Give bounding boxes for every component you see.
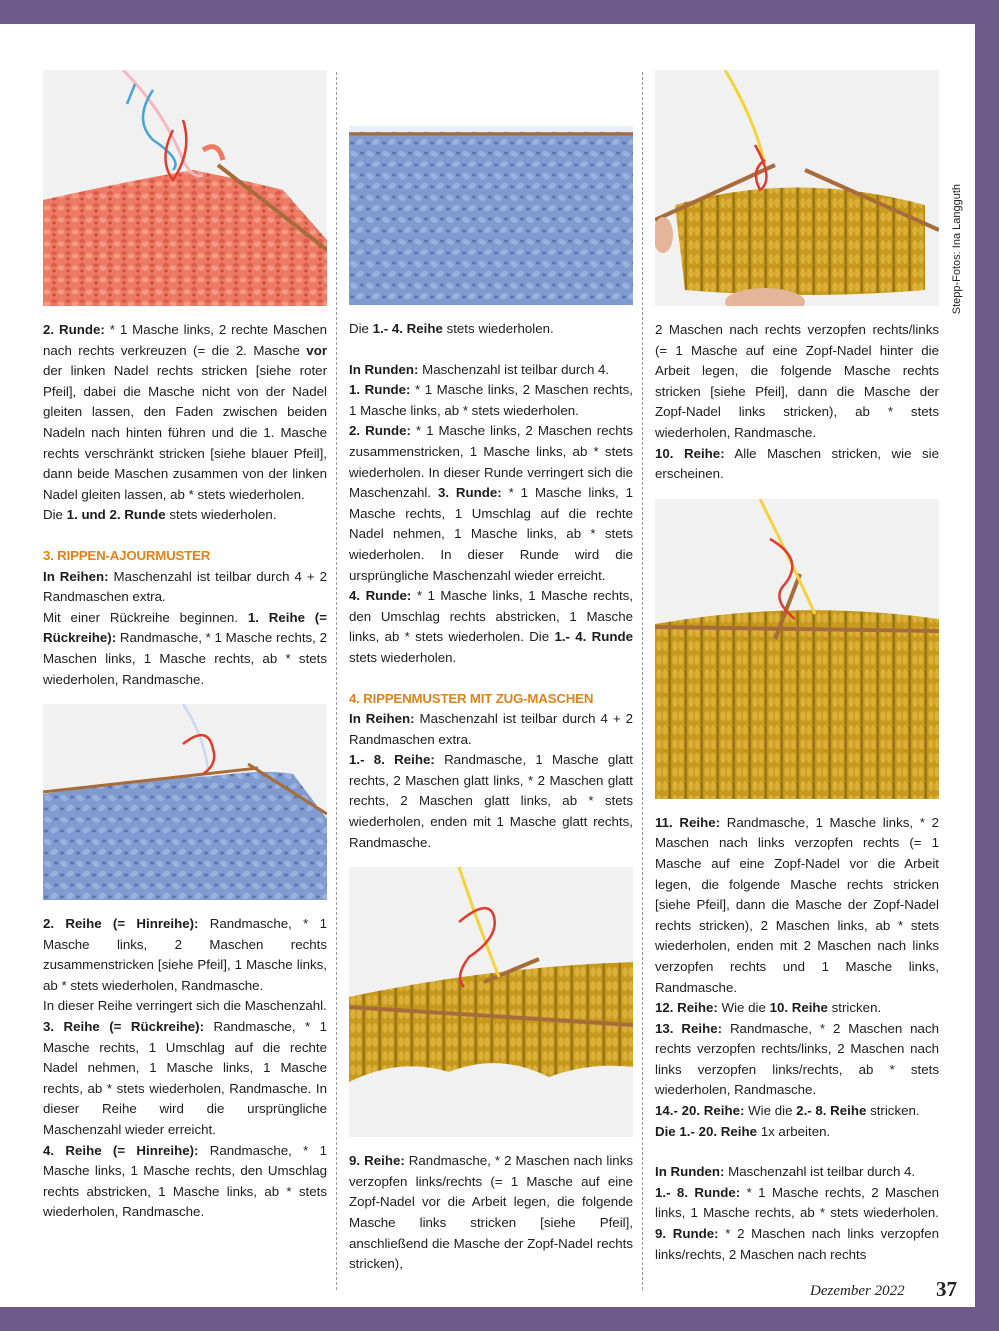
paragraph xyxy=(43,1017,327,1141)
column-2 xyxy=(349,70,633,1275)
text-run: 3. Runde: xyxy=(437,485,502,501)
text-run: Maschenzahl ist teilbar durch 4 + 2 Randmaschen extra. xyxy=(349,711,633,747)
text-run: 13. Reihe: xyxy=(655,1020,723,1036)
paragraph xyxy=(43,320,327,505)
paragraph xyxy=(655,813,939,998)
paragraph: In dieser Reihe verringert sich die Maschenzahl. xyxy=(43,998,327,1014)
text-run: Randmasche, * 1 Masche links, 2 Maschen rechts zusammenstricken [siehe Pfeil], 1 Masche links, ab * stets wiederholen, Randmasche. xyxy=(43,916,327,993)
text-run: 9. Runde: xyxy=(655,1226,719,1242)
paragraph xyxy=(655,1122,939,1143)
text-run: Die 1.- 20. Reihe xyxy=(655,1123,757,1139)
text-run: * 1 Masche links, 2 Maschen rechts zusammenstricken, 1 Masche links, ab * stets wiederholen. In dieser Runde verringert sich die Maschenzahl. xyxy=(349,423,634,501)
text-run: vor xyxy=(306,342,327,358)
text-run: 1.- 8. Reihe: xyxy=(349,752,435,768)
text-run: 1.- 4. Reihe xyxy=(372,321,443,336)
text-run: * 2 Maschen nach links verzopfen links/rechts, 2 Maschen nach rechts xyxy=(655,1226,939,1262)
text-run: Randmasche, * 1 Masche rechts, 2 Maschen links, 1 Masche rechts, ab * stets wiederholen, Randmasche. xyxy=(43,630,327,687)
text-run: Die xyxy=(349,321,373,336)
magazine-page xyxy=(0,24,975,1307)
section-heading-4: 4. RIPPENMUSTER MIT ZUG-MASCHEN xyxy=(349,690,594,706)
text-run: 10. Reihe: xyxy=(655,445,725,461)
text-run: Wie die xyxy=(744,1103,797,1119)
column-3 xyxy=(655,70,939,1265)
text-run: Randmasche, * 2 Maschen nach rechts verzopfen rechts/links, 2 Maschen nach links verzopfen links/rechts, ab * stets wiederholen, Randmasche. xyxy=(655,1020,939,1098)
paragraph xyxy=(655,1183,939,1265)
text-run: 4. Runde: xyxy=(349,588,412,604)
text-run: 1x arbeiten. xyxy=(757,1123,831,1139)
paragraph xyxy=(43,1141,327,1223)
photo-mustard-knitting-2 xyxy=(655,70,939,306)
photo-coral-knitting xyxy=(43,70,327,306)
text-run: 9. Reihe: xyxy=(349,1153,405,1169)
paragraph xyxy=(655,1019,939,1101)
text-run: 2. Runde: xyxy=(43,322,105,337)
paragraph xyxy=(349,709,633,750)
text-run: 14.- 20. Reihe: xyxy=(655,1103,745,1119)
text-run: Maschenzahl ist teilbar durch 4. xyxy=(418,361,610,377)
text-run: Die xyxy=(43,507,67,523)
text-run: Randmasche, 1 Masche glatt rechts, 2 Maschen glatt links, * 2 Maschen glatt rechts, 2 Maschen glatt links, ab * stets wiederholen, enden mit 1 Masche glatt rechts, Randmasche. xyxy=(349,752,634,850)
photo-credit: Stepp-Fotos: Ina Langguth xyxy=(951,184,963,315)
text-run: * 1 Masche rechts, 2 Maschen links, 1 Masche rechts, ab * stets wiederholen. xyxy=(655,1184,939,1221)
text-run: Randmasche, 1 Masche links, * 2 Maschen nach links verzopfen rechts (= 1 Masche auf eine Zopf-Nadel vor die Arbeit legen, die folgende Masche rechts stricken [siehe Pfeil], dann die Masche der Zopf-Nadel rechts stricken), 2 Maschen links, ab * stets wiederholen, enden mit 2 Maschen nach links verzopfen rechts und 1 Masche links, Randmasche. xyxy=(655,814,939,995)
paragraph xyxy=(655,1162,939,1183)
text-run: * 1 Masche links, 2 Maschen rechts, 1 Masche links, ab * stets wiederholen. xyxy=(349,382,633,418)
text-run: stricken. xyxy=(827,1000,882,1016)
text-run: 1.- 4. Runde xyxy=(554,629,633,645)
text-run: 1. Runde: xyxy=(349,382,411,398)
paragraph xyxy=(655,1101,939,1122)
text-run: 2. Reihe (= Hinreihe): xyxy=(43,916,199,932)
page-number: 37 xyxy=(936,1277,957,1301)
column-1 xyxy=(43,70,327,1223)
paragraph: 2 Maschen nach rechts verzopfen rechts/links (= 1 Masche auf eine Zopf-Nadel hinter die Arbeit legen, die folgende Masche rechts stricken [siehe Pfeil], dann die Masche der Zopf-Nadel links stricken), ab * stets wiederholen, Randmasche. xyxy=(655,322,939,440)
paragraph xyxy=(349,750,633,853)
text-run: Alle Maschen stricken, wie sie erscheinen. xyxy=(655,445,939,482)
text-run: In Reihen: xyxy=(349,711,415,727)
text-run: * 1 Masche links, 2 rechte Maschen nach rechts verkreuzen (= die 2. Masche xyxy=(43,322,327,358)
text-run: der linken Nadel rechts stricken [siehe roter Pfeil], dabei die Masche nicht von der Nadel gleiten lassen, den Faden zwischen beiden Nadeln nach hinten führen und die 1. Masche rechts verschränkt stricken [siehe blauer Pfeil], dann beide Maschen zusammen von der linken Nadel gleiten lassen, ab * stets wiederholen. xyxy=(43,363,327,502)
text-run: stricken. xyxy=(866,1103,920,1119)
text-run: * 1 Masche links, 1 Masche rechts, den Umschlag rechts abstricken, 1 Masche links, ab * stets wiederholen. Die xyxy=(349,588,634,645)
text-run: stets wiederholen. xyxy=(442,321,554,336)
paragraph xyxy=(43,567,327,608)
photo-mustard-knitting-1 xyxy=(349,867,633,1137)
text-run: In Runden: xyxy=(349,361,419,377)
text-run: Maschenzahl ist teilbar durch 4 + 2 Randmaschen extra. xyxy=(43,568,327,605)
column-divider xyxy=(642,72,643,1290)
photo-blue-knitting-1 xyxy=(43,704,327,900)
column-divider xyxy=(336,72,337,1290)
paragraph xyxy=(349,1151,633,1275)
text-run: stets wiederholen. xyxy=(349,649,457,665)
paragraph xyxy=(349,586,633,668)
text-run: Wie die xyxy=(717,1000,770,1016)
paragraph xyxy=(349,360,633,381)
text-run: 11. Reihe: xyxy=(655,814,721,830)
text-run: In Runden: xyxy=(655,1164,725,1180)
text-run: 1. und 2. Runde xyxy=(66,507,166,523)
paragraph xyxy=(349,421,633,586)
text-run: 3. Reihe (= Rückreihe): xyxy=(43,1019,205,1035)
text-run: 4. Reihe (= Hinreihe): xyxy=(43,1142,199,1158)
text-run: Maschenzahl ist teilbar durch 4. xyxy=(724,1164,916,1180)
text-run: 10. Reihe xyxy=(769,1000,828,1016)
paragraph xyxy=(655,444,939,485)
text-run: Randmasche, * 2 Maschen nach links verzopfen links/rechts (= 1 Masche auf eine Zopf-Nadel vor die Arbeit legen, die folgende Masche links stricken [siehe Pfeil], anschließend die Masche der Zopf-Nadel rechts stricken), xyxy=(349,1153,633,1272)
paragraph xyxy=(43,505,327,526)
text-run: Randmasche, * 1 Masche rechts, 1 Umschlag auf die rechte Nadel nehmen, 1 Masche links, 1 Masche rechts, ab * stets wiederholen, Randmasche. In dieser Reihe wird die ursprüngliche Maschenzahl wieder erreicht. xyxy=(43,1019,327,1138)
photo-blue-knitting-2 xyxy=(349,126,633,305)
paragraph xyxy=(349,319,633,340)
text-run: Mit einer Rückreihe beginnen. xyxy=(43,609,248,625)
text-run: 1.- 8. Runde: xyxy=(655,1184,741,1200)
text-run: Randmasche, * 1 Masche links, 1 Masche rechts, den Umschlag rechts abstricken, 1 Masche links, ab * stets wiederholen, Randmasche. xyxy=(43,1142,327,1220)
text-run: stets wiederholen. xyxy=(165,507,277,523)
text-run: In Reihen: xyxy=(43,568,109,584)
text-run: 2. Runde: xyxy=(349,423,411,439)
text-run: 12. Reihe: xyxy=(655,1000,718,1016)
photo-mustard-knitting-3 xyxy=(655,499,939,799)
section-heading-3: 3. RIPPEN-AJOURMUSTER xyxy=(43,547,211,563)
paragraph xyxy=(43,914,327,996)
paragraph xyxy=(349,380,633,421)
text-run: 1. Reihe (= Rückreihe): xyxy=(43,609,327,646)
text-run: * 1 Masche links, 1 Masche rechts, 1 Umschlag auf die rechte Nadel nehmen, 1 Masche links, ab * stets wiederholen. In dieser Runde wird die ursprüngliche Maschenzahl wieder erreicht. xyxy=(349,485,633,583)
paragraph xyxy=(43,608,327,690)
paragraph xyxy=(655,998,939,1019)
footer-date: Dezember 2022 xyxy=(810,1283,905,1299)
text-run: 2.- 8. Reihe xyxy=(796,1103,867,1119)
